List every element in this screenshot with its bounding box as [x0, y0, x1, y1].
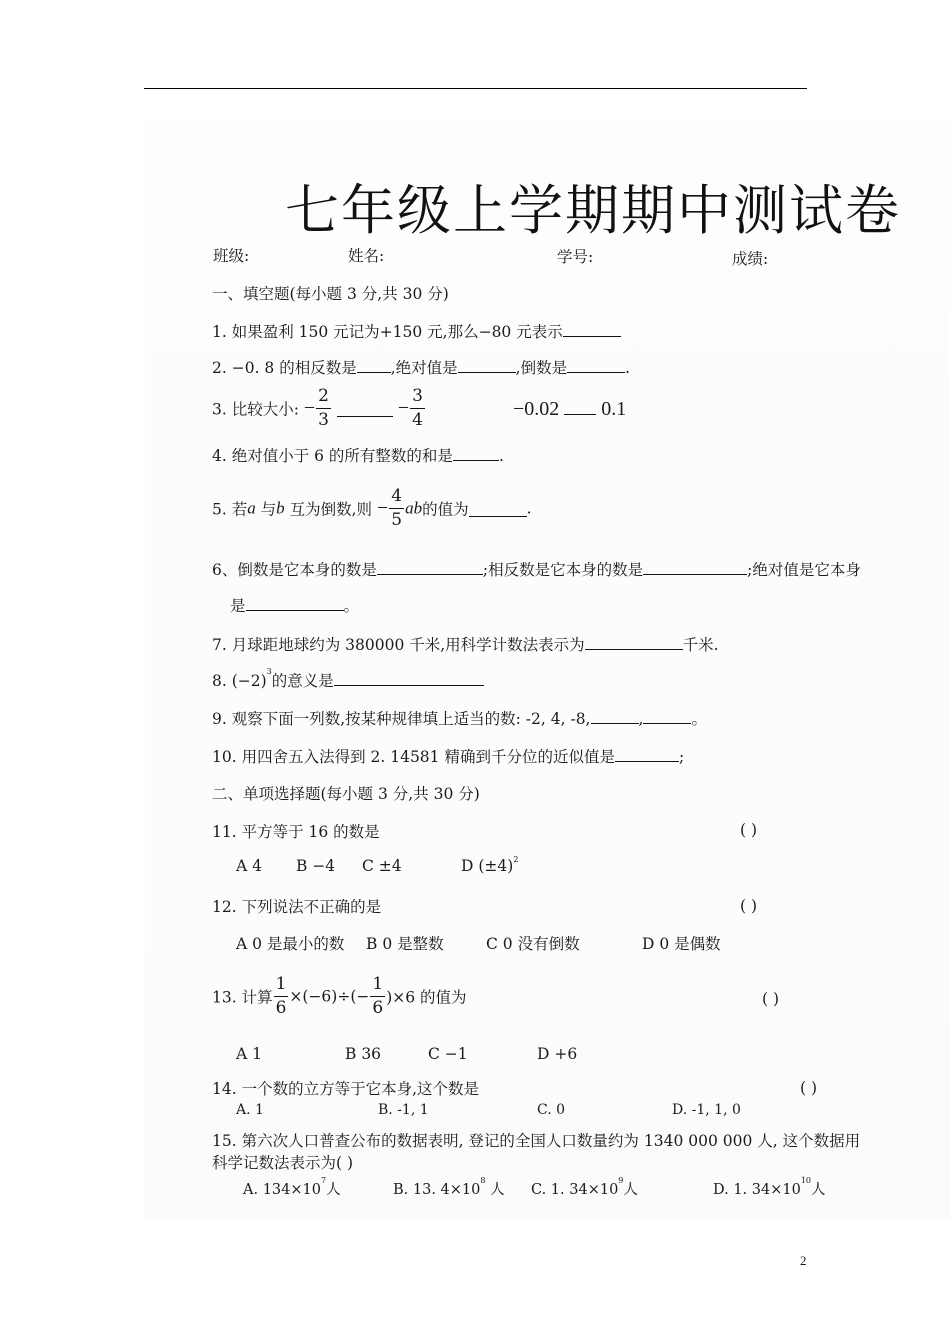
question-2-part-a: 2. −0. 8 的相反数是: [212, 359, 357, 377]
q12-option-c: C 0 没有倒数: [486, 935, 580, 953]
answer-blank[interactable]: [567, 357, 625, 373]
question-5: 5. 若a 与b 互为倒数,则 − $\frac{4}{5}$ ab的值为 .: [212, 486, 532, 530]
answer-blank[interactable]: [334, 670, 484, 686]
question-6: 6、倒数是它本身的数是 ;相反数是它本身的数是 ;绝对值是它本身: [212, 561, 861, 579]
question-10: 10. 用四舍五入法得到 2. 14581 精确到千分位的近似值是 ;: [212, 748, 685, 766]
score-label: 成绩:: [732, 250, 769, 268]
answer-blank[interactable]: [458, 357, 516, 373]
minus-sign: −: [303, 397, 316, 419]
class-label: 班级:: [213, 247, 250, 265]
question-3-second-compare: −0.02 0.1: [513, 398, 627, 420]
question-14: 14. 一个数的立方等于它本身,这个数是: [212, 1080, 480, 1098]
question-9: 9. 观察下面一列数,按某种规律填上适当的数: -2, 4, -8, , 。: [212, 710, 707, 728]
question-1: [212, 320, 621, 342]
question-3: [212, 388, 426, 429]
q11-option-d: D $(\pm 4)^2$: [461, 855, 519, 875]
q14-option-c: C. 0: [537, 1102, 566, 1118]
question-3-label: 3. 比较大小:: [212, 400, 299, 419]
question-15-line-2: 科学记数法表示为( ): [212, 1154, 354, 1172]
question-2: [212, 356, 630, 378]
section-heading-multiple-choice: 二、单项选择题(每小题 3 分,共 30 分): [212, 785, 480, 803]
q11-option-a: A 4: [236, 857, 262, 875]
fraction-one-sixth: $\frac{1}{6}$: [372, 974, 384, 1018]
fraction-four-fifths: $\frac{4}{5}$: [391, 486, 403, 530]
answer-blank[interactable]: [615, 746, 679, 762]
answer-blank[interactable]: [337, 401, 393, 417]
question-12-answer-paren[interactable]: ( ): [740, 897, 758, 915]
q14-option-a: A. 1: [236, 1102, 264, 1118]
q15-option-d: D. 1. $34\times 10^{10}$人: [713, 1176, 826, 1198]
q13-option-c: C −1: [428, 1045, 468, 1063]
question-2-part-b: ,绝对值是: [390, 359, 458, 377]
q15-option-c: C. 1. $34\times 10^9$人: [531, 1176, 638, 1198]
answer-blank[interactable]: [377, 559, 483, 575]
minus-sign: −: [376, 497, 389, 519]
q11-option-b: B −4: [296, 857, 336, 875]
question-8: 8. $(-2)^3$的意义是: [212, 669, 484, 691]
question-11: 11. 平方等于 16 的数是: [212, 823, 380, 841]
question-4-text: 4. 绝对值小于 6 的所有整数的和是: [212, 447, 453, 465]
q14-option-d: D. -1, 1, 0: [672, 1102, 741, 1118]
answer-blank[interactable]: [643, 559, 747, 575]
fraction-two-thirds: $\frac{2}{3}$: [318, 386, 329, 430]
question-1-text: 1. 如果盈利 150 元记为+150 元,那么−80 元表示: [212, 323, 563, 341]
question-2-part-c: ,倒数是: [515, 359, 568, 377]
question-2-end: .: [625, 359, 631, 377]
answer-blank[interactable]: [469, 501, 527, 517]
name-label: 姓名:: [348, 247, 385, 265]
answer-blank[interactable]: [563, 321, 621, 337]
question-14-answer-paren[interactable]: ( ): [800, 1079, 818, 1097]
q15-option-a: A. $134\times 10^7$人: [243, 1176, 341, 1198]
answer-blank[interactable]: [591, 708, 639, 724]
answer-blank[interactable]: [246, 595, 344, 611]
q12-option-a: A 0 是最小的数: [236, 935, 345, 953]
q12-option-d: D 0 是偶数: [642, 935, 721, 953]
section-heading-fill-in: 一、填空题(每小题 3 分,共 30 分): [212, 285, 449, 303]
fraction-one-sixth: $\frac{1}{6}$: [275, 974, 287, 1018]
q14-option-b: B. -1, 1: [378, 1102, 429, 1118]
question-13-answer-paren[interactable]: ( ): [762, 990, 780, 1008]
answer-blank[interactable]: [643, 708, 691, 724]
answer-blank[interactable]: [564, 399, 596, 415]
minus-sign: −: [397, 397, 410, 419]
question-13: 13. 计算 $\frac{1}{6}$ ×(−6)÷(− $\frac{1}{6}$ )×6 的值为: [212, 974, 467, 1018]
q12-option-b: B 0 是整数: [366, 935, 444, 953]
question-4: 4. 绝对值小于 6 的所有整数的和是 .: [212, 447, 504, 465]
page-title: 七年级上学期期中测试卷: [285, 179, 901, 242]
answer-blank[interactable]: [453, 445, 499, 461]
q13-option-d: D +6: [537, 1045, 578, 1063]
question-6-continued: 是 。: [230, 597, 360, 615]
question-7: 7. 月球距地球约为 380000 千米,用科学计数法表示为 千米.: [212, 636, 719, 654]
variable-b: b: [276, 498, 285, 518]
variable-a: a: [247, 498, 256, 518]
page-number: 2: [800, 1253, 807, 1268]
question-12: 12. 下列说法不正确的是: [212, 898, 382, 916]
student-id-label: 学号:: [557, 248, 594, 266]
answer-blank[interactable]: [357, 357, 391, 373]
q13-option-a: A 1: [236, 1045, 262, 1063]
header-rule: [144, 88, 807, 89]
product-ab: ab: [405, 498, 423, 518]
q15-option-b: B. 13. $4\times 10^8$ 人: [393, 1176, 505, 1198]
q13-option-b: B 36: [345, 1045, 382, 1063]
fraction-three-quarters: $\frac{3}{4}$: [412, 386, 423, 430]
q11-option-c: C ±4: [362, 857, 402, 875]
question-11-answer-paren[interactable]: ( ): [740, 821, 758, 839]
question-15-line-1: 15. 第六次人口普查公布的数据表明, 登记的全国人口数量约为 1340 000 000 人, 这个数据用: [212, 1132, 861, 1150]
answer-blank[interactable]: [585, 634, 683, 650]
